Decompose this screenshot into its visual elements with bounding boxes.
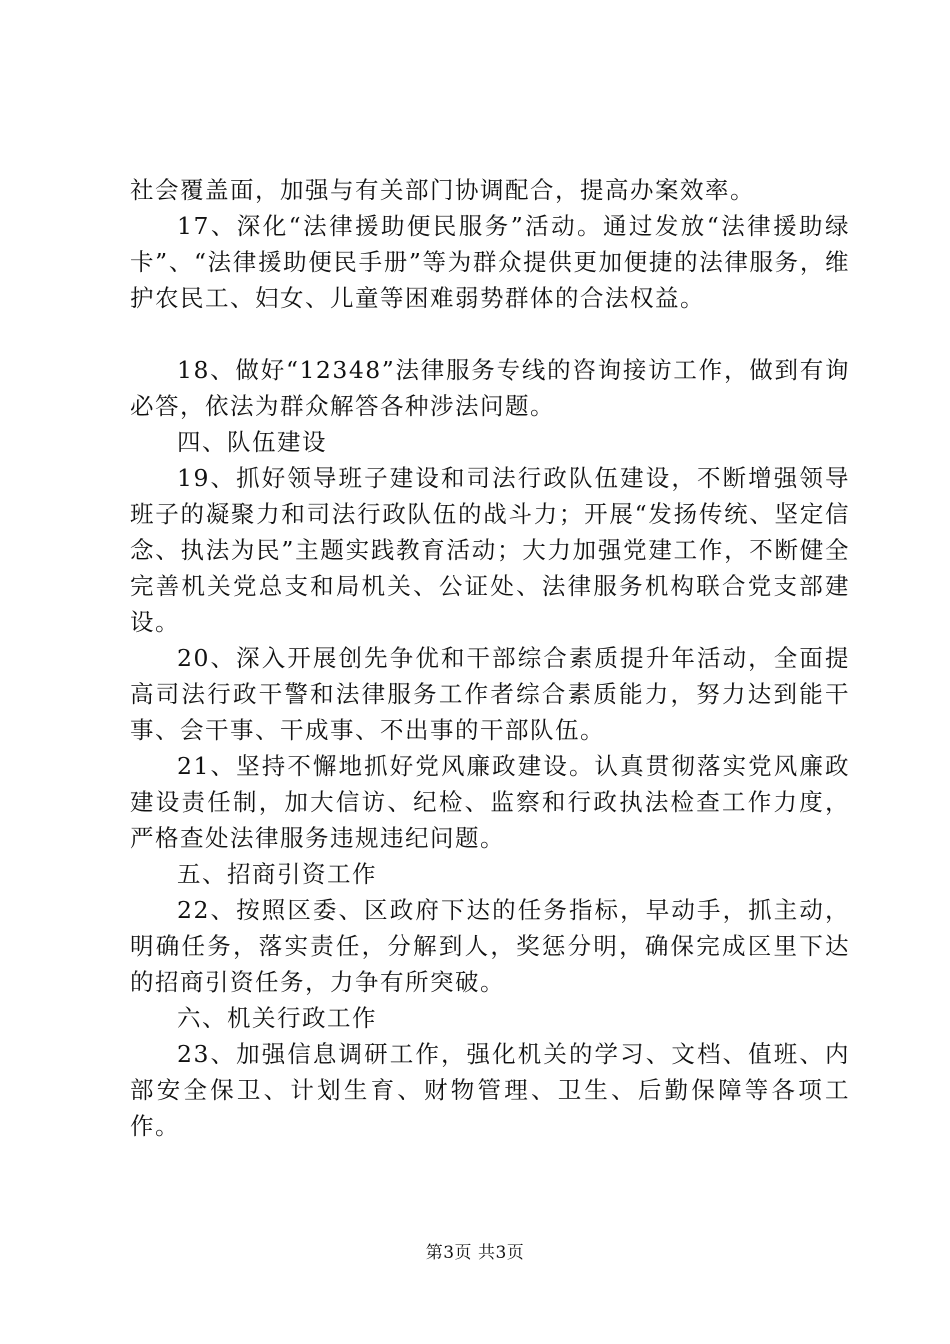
paragraph-item-21: 21、坚持不懈地抓好党风廉政建设。认真贯彻落实党风廉政建设责任制，加大信访、纪检、监察和行政执法检查工作力度，严格查处法律服务违规违纪问题。 — [130, 752, 850, 852]
paragraph-item-20: 20、深入开展创先争优和干部综合素质提升年活动，全面提高司法行政干警和法律服务工作者综合素质能力，努力达到能干事、会干事、干成事、不出事的干部队伍。 — [130, 644, 850, 744]
section-heading-investment: 五、招商引资工作 — [177, 860, 377, 888]
paragraph-item-19: 19、抓好领导班子建设和司法行政队伍建设，不断增强领导班子的凝聚力和司法行政队伍的战斗力；开展“发扬传统、坚定信念、执法为民”主题实践教育活动；大力加强党建工作，不断健全完善机关党总支和局机关、公证处、法律服务机构联合党支部建设。 — [130, 464, 850, 636]
paragraph-item-17: 17、深化“法律援助便民服务”活动。通过发放“法律援助绿卡”、“法律援助便民手册”等为群众提供更加便捷的法律服务，维护农民工、妇女、儿童等困难弱势群体的合法权益。 — [130, 212, 850, 312]
paragraph-item-22: 22、按照区委、区政府下达的任务指标，早动手，抓主动，明确任务，落实责任，分解到人，奖惩分明，确保完成区里下达的招商引资任务，力争有所突破。 — [130, 896, 850, 996]
section-heading-administration: 六、机关行政工作 — [177, 1004, 377, 1032]
document-body — [130, 172, 850, 1144]
paragraph-item-18: 18、做好“12348”法律服务专线的咨询接访工作，做到有询必答，依法为群众解答各种涉法问题。 — [130, 356, 850, 420]
paragraph-item-23: 23、加强信息调研工作，强化机关的学习、文档、值班、内部安全保卫、计划生育、财物管理、卫生、后勤保障等各项工作。 — [130, 1040, 850, 1140]
page-number-footer: 第3页 共3页 — [425, 1243, 525, 1263]
paragraph-continuation: 社会覆盖面，加强与有关部门协调配合，提高办案效率。 — [130, 176, 755, 204]
section-heading-team-building: 四、队伍建设 — [177, 428, 327, 456]
